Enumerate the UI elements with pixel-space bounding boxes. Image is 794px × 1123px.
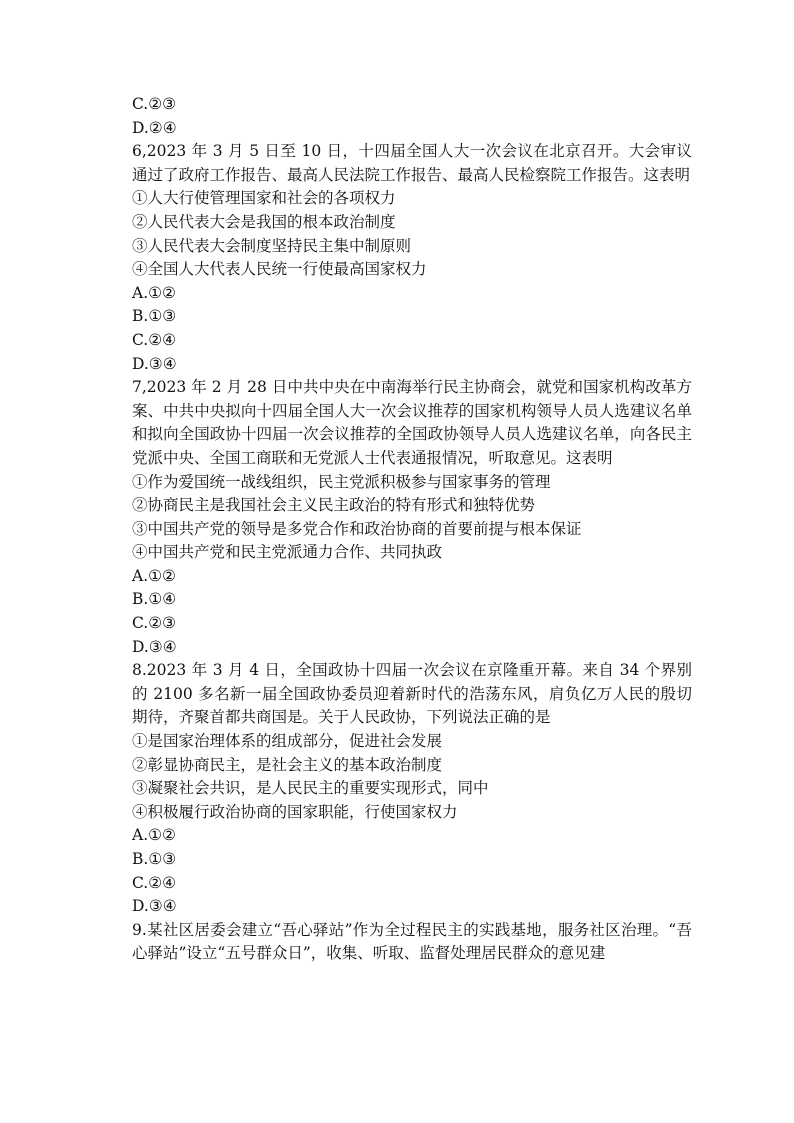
question-7-stem: 7,2023 年 2 月 28 日中共中央在中南海举行民主协商会，就党和国家机构改革方案、中共中央拟向十四届全国人大一次会议推荐的国家机构领导人员人选建议名单和拟向全国政协十四届一次会议推荐的全国政协领导人员人选建议名单，向各民主党派中央、全国工商联和无党派人士代表通报情况，听取意见。这表明 bbox=[132, 378, 692, 467]
option-8c: C.②④ bbox=[132, 873, 177, 892]
option-6d: D.③④ bbox=[132, 354, 177, 373]
question-6-statement-4: ④全国人大代表人民统一行使最高国家权力 bbox=[132, 260, 427, 279]
option-7d: D.③④ bbox=[132, 637, 177, 656]
question-7-statement-3: ③中国共产党的领导是多党合作和政治协商的首要前提与根本保证 bbox=[132, 519, 582, 538]
document-page bbox=[132, 93, 692, 966]
question-7-statement-1: ①作为爱国统一战线组织，民主党派积极参与国家事务的管理 bbox=[132, 472, 551, 491]
option-7a: A.①② bbox=[132, 566, 176, 585]
option-8b: B.①③ bbox=[132, 850, 177, 868]
question-6-statement-3: ③人民代表大会制度坚持民主集中制原则 bbox=[132, 236, 412, 255]
question-6-statement-2: ②人民代表大会是我国的根本政治制度 bbox=[132, 212, 396, 231]
option-6c: C.②④ bbox=[132, 330, 177, 349]
option-6a: A.①② bbox=[132, 283, 176, 302]
option-8a: A.①② bbox=[132, 826, 176, 845]
question-8-statement-4: ④积极履行政治协商的国家职能，行使国家权力 bbox=[132, 802, 458, 821]
question-8-statement-1: ①是国家治理体系的组成部分，促进社会发展 bbox=[132, 732, 443, 751]
option-5c: C.②③ bbox=[132, 95, 177, 113]
question-7-statement-4: ④中国共产党和民主党派通力合作、共同执政 bbox=[132, 543, 443, 562]
option-8d: D.③④ bbox=[132, 897, 177, 916]
question-7-statement-2: ②协商民主是我国社会主义民主政治的特有形式和独特优势 bbox=[132, 496, 536, 515]
question-8-statement-2: ②彰显协商民主，是社会主义的基本政治制度 bbox=[132, 755, 443, 774]
question-8-stem: 8.2023 年 3 月 4 日，全国政协十四届一次会议在京隆重开幕。来自 34 个界别的 2100 多名新一届全国政协委员迎着新时代的浩荡东风，肩负亿万人民的殷切期待，齐聚首都共商国是。关于人民政协，下列说法正确的是 bbox=[132, 661, 692, 727]
question-8-statement-3: ③凝聚社会共识，是人民民主的重要实现形式，同中 bbox=[132, 779, 489, 798]
option-5d: D.②④ bbox=[132, 118, 177, 137]
option-6b: B.①③ bbox=[132, 307, 177, 326]
question-6-stem: 6,2023 年 3 月 5 日至 10 日，十四届全国人大一次会议在北京召开。大会审议通过了政府工作报告、最高人民法院工作报告、最高人民检察院工作报告。这表明 bbox=[132, 142, 692, 184]
question-6-statement-1: ①人大行使管理国家和社会的各项权力 bbox=[132, 189, 396, 208]
question-9-stem: 9.某社区居委会建立“吾心驿站”作为全过程民主的实践基地，服务社区治理。“吾心驿站”设立“五号群众日”，收集、听取、监督处理居民群众的意见建 bbox=[132, 920, 692, 963]
option-7c: C.②③ bbox=[132, 614, 177, 633]
option-7b: B.①④ bbox=[132, 590, 177, 609]
